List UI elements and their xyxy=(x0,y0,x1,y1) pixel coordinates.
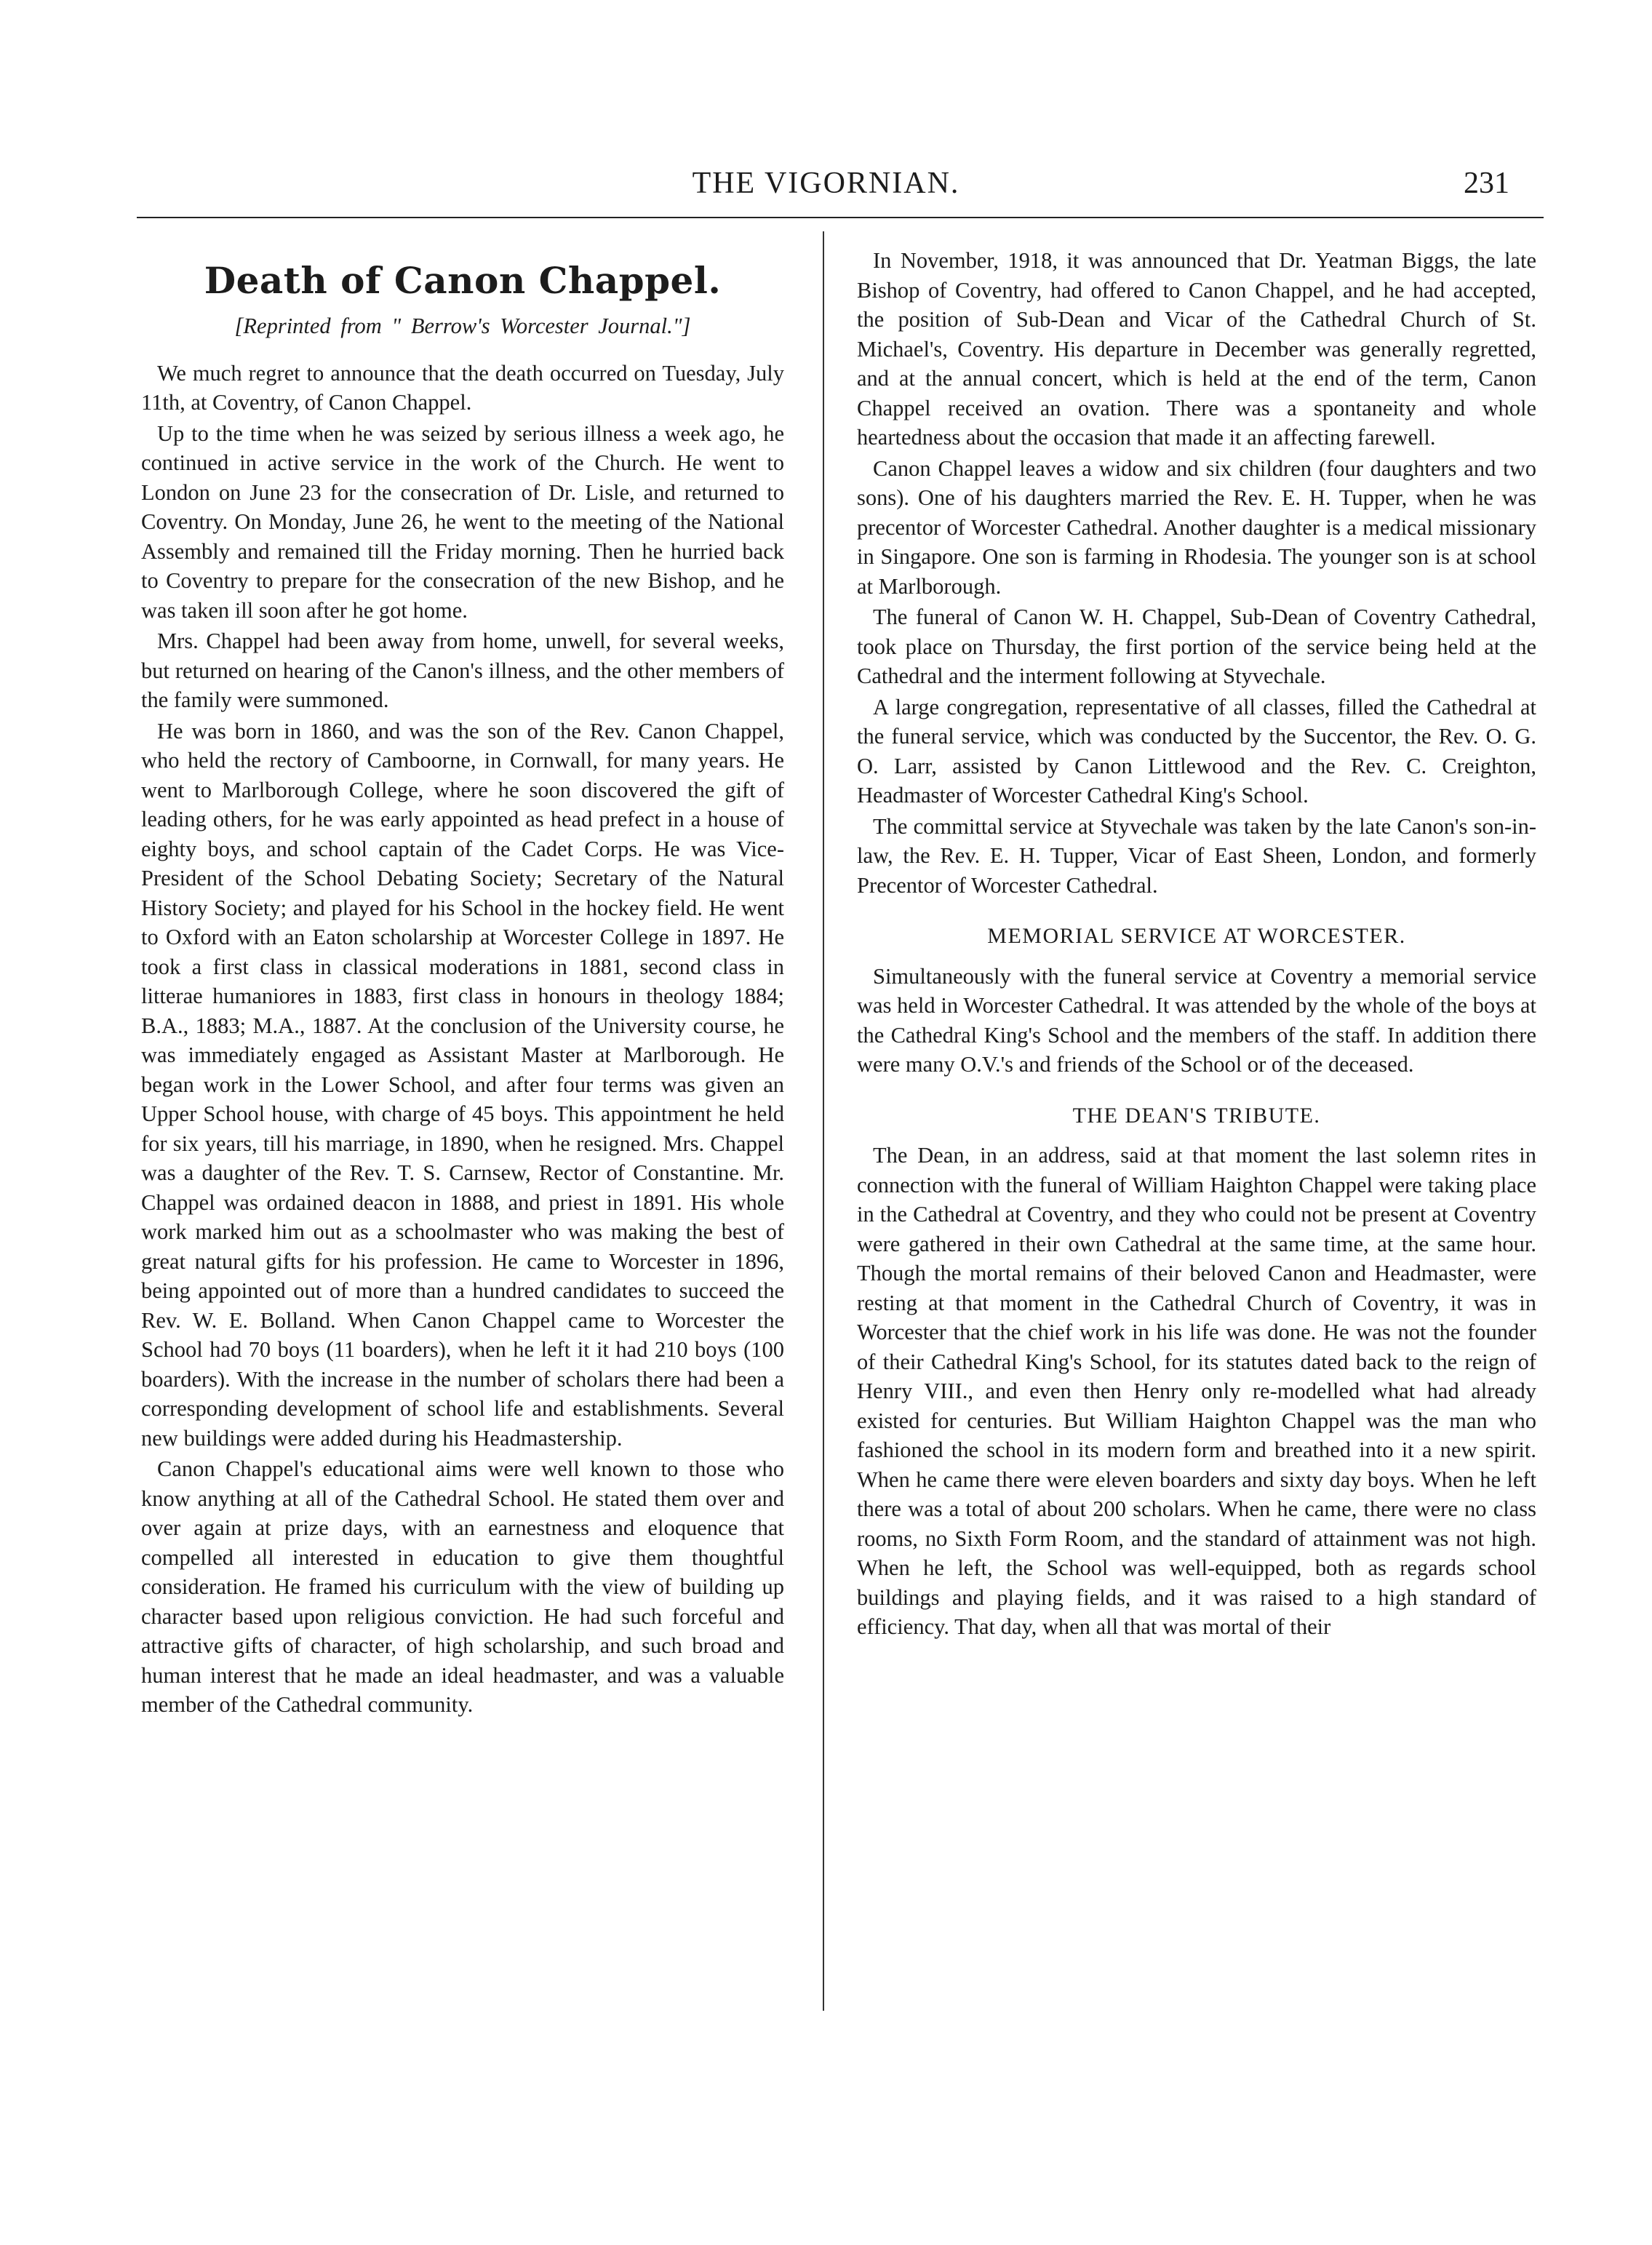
page-number: 231 xyxy=(1464,167,1509,200)
reprint-note: [Reprinted from " Berrow's Worcester Journal."] xyxy=(234,314,691,338)
paragraph: In November, 1918, it was announced that Dr. Yeatman Biggs, the late Bishop of Coventry, had offered to Canon Chappel, and he had accepted, the position of Sub-Dean and Vicar of the Cathedral Church of St. Michael's, Coventry. His departure in December was generally regretted, and at the annual concert, which is held at the end of the term, Canon Chappel received an ovation. There was a spontaneity and whole heartedness about the occasion that made it an affecting farewell. xyxy=(857,248,1536,450)
right-column xyxy=(857,246,1536,1643)
header-rule xyxy=(137,217,1544,218)
paragraph: Simultaneously with the funeral service at Coventry a memorial service was held in Worcester Cathedral. It was attended by the whole of the boys at the Cathedral King's School and the members of the staff. In addition there were many O.V.'s and friends of the School or of the deceased. xyxy=(857,963,1536,1077)
paragraph: He was born in 1860, and was the son of the Rev. Canon Chappel, who held the rectory of Camboorne, in Cornwall, for many years. He went to Marlborough College, where he soon discovered the gift of leading others, for he was early appointed as head prefect in a house of eighty boys, and school captain of the Cadet Corps. He was Vice-President of the School Debating Society; Secretary of the Natural History Society; and played for his School in the hockey field. He went to Oxford with an Eaton scholarship at Worcester College in 1897. He took a first class in classical moderations in 1881, second class in litterae humaniores in 1883, first class in honours in theology 1884; B.A., 1883; M.A., 1887. At the conclusion of the University course, he was immediately engaged as Assistant Master at Marlborough. He began work in the Lower School, and after four terms was given an Upper School house, with charge of 45 boys. This appointment he held for six years, till his marriage, in 1890, when he resigned. Mrs. Chappel was a daughter of the Rev. T. S. Carnsew, Rector of Constantine. Mr. Chappel was ordained deacon in 1888, and priest in 1891. His whole work marked him out as a schoolmaster who was making the best of great natural gifts for his profession. He came to Worcester in 1896, being appointed out of more than a hundred candidates to succeed the Rev. W. E. Bolland. When Canon Chappel came to Worcester the School had 70 boys (11 boarders), when he left it it had 210 boys (100 boarders). With the increase in the number of scholars there had been a corresponding development of school life and establishments. Several new buildings were added during his Headmastership. xyxy=(141,718,784,1451)
paragraph: We much regret to announce that the death occurred on Tuesday, July 11th, at Coventry, of Canon Chappel. xyxy=(141,360,784,415)
article-headline: Death of Canon Chappel. xyxy=(204,259,722,302)
tribute-heading: THE DEAN'S TRIBUTE. xyxy=(1072,1103,1321,1128)
paragraph: Canon Chappel leaves a widow and six children (four daughters and two sons). One of his daughters married the Rev. E. H. Tupper, when he was precentor of Worcester Cathedral. Another daughter is a medical missionary in Singapore. One son is farming in Rhodesia. The younger son is at school at Marlborough. xyxy=(857,455,1536,599)
running-title: THE VIGORNIAN. xyxy=(692,167,960,200)
paragraph: Mrs. Chappel had been away from home, unwell, for several weeks, but returned on hearing of the Canon's illness, and the other members of the family were summoned. xyxy=(141,629,784,712)
paragraph: The funeral of Canon W. H. Chappel, Sub-Dean of Coventry Cathedral, took place on Thursday, the first portion of the service being held at the Cathedral and the interment following at Styvechale. xyxy=(857,605,1536,688)
paragraph: The committal service at Styvechale was taken by the late Canon's son-in-law, the Rev. E. H. Tupper, Vicar of East Sheen, London, and formerly Precentor of Worcester Cathedral. xyxy=(857,813,1536,898)
paragraph: Canon Chappel's educational aims were well known to those who know anything at all of the Cathedral School. He stated them over and over again at prize days, with an earnestness and eloquence that compelled all interested in education to give them thoughtful consideration. He framed his curriculum with the view of building up character based upon religious conviction. He had such forceful and attractive gifts of character, of high scholarship, and such broad and human interest that he made an ideal headmaster, and was a valuable member of the Cathedral community. xyxy=(141,1456,784,1717)
paragraph: The Dean, in an address, said at that moment the last solemn rites in connection with the funeral of William Haighton Chappel were taking place in the Cathedral at Coventry, and they who could not be present at Coventry were gathered in their own Cathedral at the same time, at the same hour. Though the mortal remains of their beloved Canon and Headmaster, were resting at that moment in the Cathedral Church of Coventry, it was in Worcester that the chief work in his life was done. He was not the founder of their Cathedral King's School, for its statutes dated back to the reign of Henry VIII., and even then Henry only re-modelled what had already existed for centuries. But William Haighton Chappel was the man who fashioned the school in its modern form and breathed into it a new spirit. When he came there were eleven boarders and sixty day boys. When he left there was a total of about 200 scholars. When he came, there were no class rooms, no Sixth Form Room, and the standard of attainment was not high. When he left, the School was well-equipped, both as regards school buildings and playing fields, and it was raised to a high standard of efficiency. That day, when all that was mortal of their xyxy=(857,1143,1536,1639)
column-divider xyxy=(823,231,824,2011)
memorial-heading: MEMORIAL SERVICE AT WORCESTER. xyxy=(987,924,1406,948)
paragraph: A large congregation, representative of all classes, filled the Cathedral at the funeral service, which was conducted by the Succentor, the Rev. O. G. O. Larr, assisted by Canon Littlewood and the Rev. C. Creighton, Headmaster of Worcester Cathedral King's School. xyxy=(857,694,1536,808)
paragraph: Up to the time when he was seized by serious illness a week ago, he continued in active service in the work of the Church. He went to London on June 23 for the consecration of Dr. Lisle, and returned to Coventry. On Monday, June 26, he went to the meeting of the National Assembly and remained till the Friday morning. Then he hurried back to Coventry to prepare for the consecration of the new Bishop, and he was taken ill soon after he got home. xyxy=(141,420,784,623)
left-column xyxy=(141,237,784,1721)
